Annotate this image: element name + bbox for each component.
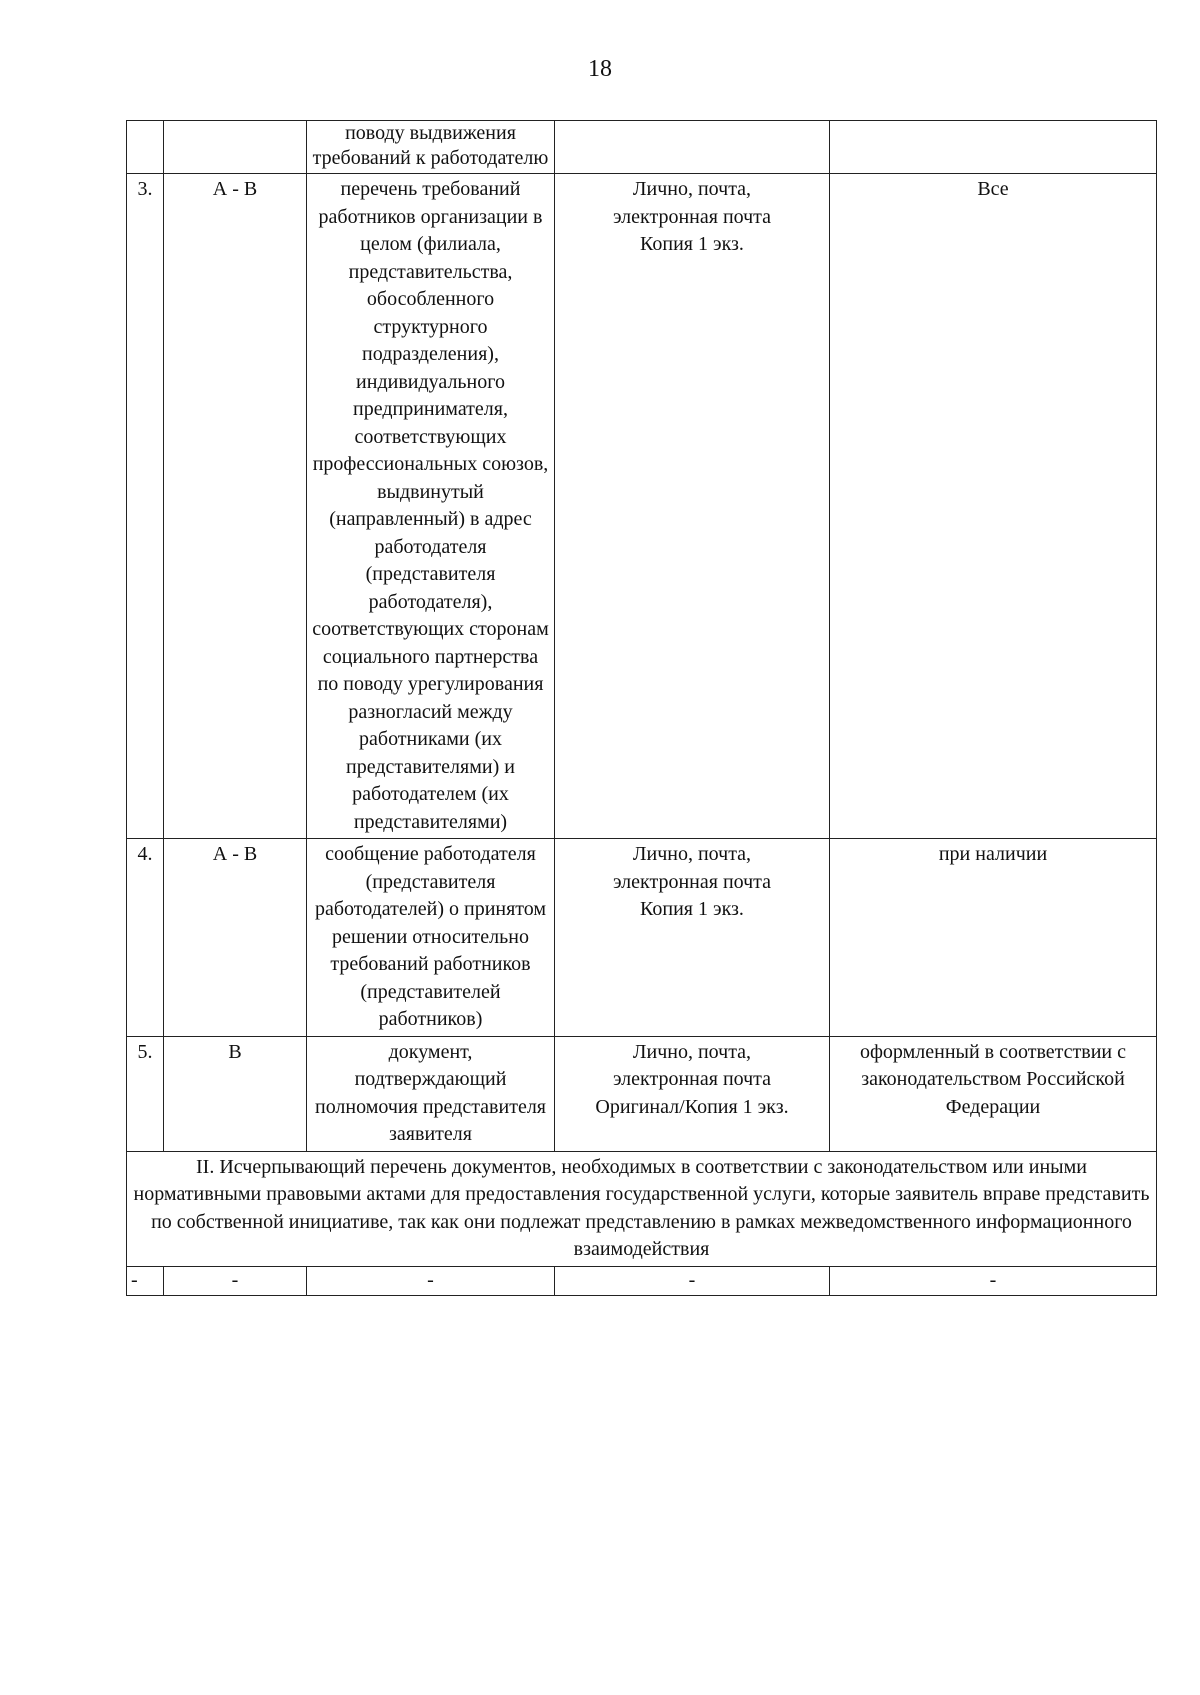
method-cell	[555, 174, 830, 839]
documents-table	[126, 120, 1157, 1296]
condition-cell	[830, 121, 1157, 174]
category-cell	[164, 121, 307, 174]
document-cell: документ, подтверждающий полномочия представителя заявителя	[307, 1036, 555, 1151]
method-cell	[555, 121, 830, 174]
document-cell: сообщение работодателя (представителя работодателей) о принятом решении относительно требований работников (представителей работников)	[307, 839, 555, 1037]
method-line: Оригинал/Копия 1 экз.	[595, 1095, 789, 1118]
category-cell: В	[164, 1036, 307, 1151]
page-number: 18	[588, 56, 612, 82]
document-cell: -	[307, 1266, 555, 1295]
method-cell	[555, 1036, 830, 1151]
table-row	[127, 839, 1157, 1037]
row-number-cell: 4.	[127, 839, 164, 1037]
method-line: электронная почта	[612, 1068, 772, 1090]
table-row	[127, 1036, 1157, 1151]
condition-cell: оформленный в соответствии с законодательством Российской Федерации	[830, 1036, 1157, 1151]
method-line: электронная почта	[612, 205, 772, 228]
method-line: Лично, почта,	[632, 1040, 752, 1063]
method-line: Копия 1 экз.	[640, 233, 744, 255]
section-ii-heading: II. Исчерпывающий перечень документов, необходимых в соответствии с законодательством или иными нормативными правовыми актами для предоставления государственной услуги, которые заявитель вправе представить по собственной инициативе, так как они подлежат представлению в рамках межведомственного информационного взаимодействия	[127, 1151, 1157, 1266]
category-cell: А - В	[164, 174, 307, 839]
condition-cell: при наличии	[830, 839, 1157, 1037]
row-number-cell: 5.	[127, 1036, 164, 1151]
table-row-empty	[127, 1266, 1157, 1295]
condition-cell: -	[830, 1266, 1157, 1295]
method-cell	[555, 839, 830, 1037]
method-line: Лично, почта,	[632, 843, 752, 865]
table-row	[127, 174, 1157, 839]
category-cell: А - В	[164, 839, 307, 1037]
category-cell: -	[164, 1266, 307, 1295]
method-line: Копия 1 экз.	[640, 898, 744, 920]
condition-cell: Все	[830, 174, 1157, 839]
row-number-cell	[127, 121, 164, 174]
method-cell: -	[555, 1266, 830, 1295]
section-heading-row	[127, 1151, 1157, 1266]
method-line: Лично, почта,	[632, 178, 752, 200]
table-row-continuation	[127, 121, 1157, 174]
row-number-cell: -	[127, 1266, 164, 1295]
row-number-cell: 3.	[127, 174, 164, 839]
document-cell: поводу выдвижения требований к работодателю	[307, 121, 555, 174]
method-line: электронная почта	[612, 870, 772, 893]
document-cell: перечень требований работников организации в целом (филиала, представительства, обособленного структурного подразделения), индивидуального предпринимателя, соответствующих профессиональных союзов, выдвинутый (направленный) в адрес работодателя (представителя работодателя), соответствующих сторонам социального партнерства по поводу урегулирования разногласий между работниками (их представителями) и работодателем (их представителями)	[307, 174, 555, 839]
